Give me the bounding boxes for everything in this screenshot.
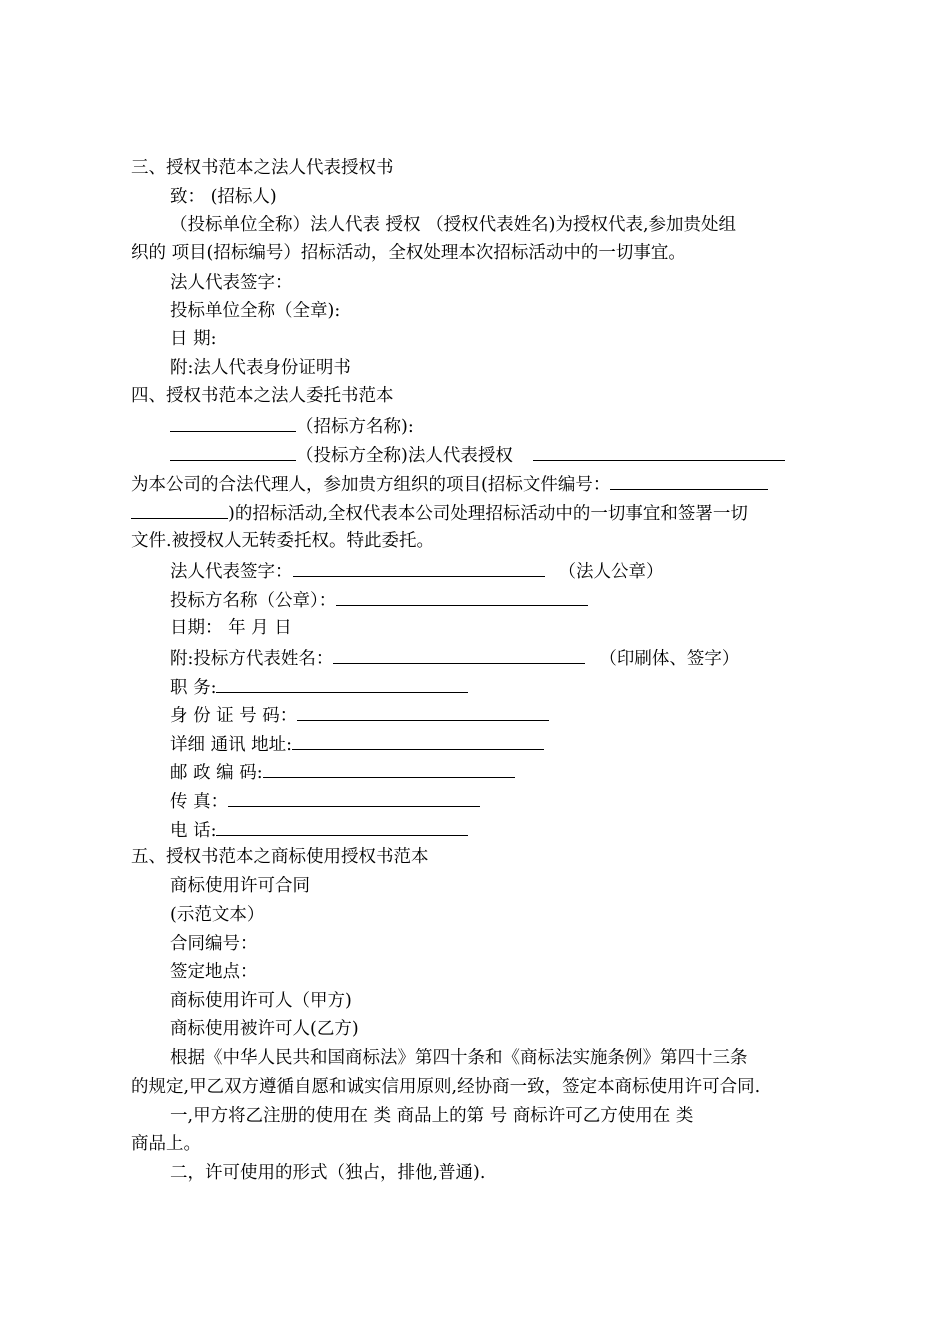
section4-sign-suffix: （法人公章） — [558, 562, 664, 582]
section5-heading: 五、授权书范本之商标使用授权书范本 — [131, 847, 429, 867]
section4-line2-mid: （投标方全称)法人代表授权 — [296, 446, 513, 466]
section4-title-line — [170, 675, 468, 699]
section4-sign-line — [170, 559, 664, 583]
section4-rep-suffix: （印刷体、签字） — [599, 649, 740, 669]
section4-title-label: 职 务: — [170, 678, 217, 698]
section3-heading: 三、授权书范本之法人代表授权书 — [131, 158, 394, 178]
section4-addr-label: 详细 通讯 地址: — [170, 735, 293, 755]
blank-underline — [216, 675, 468, 693]
section5-para2-line2: 商品上。 — [131, 1134, 201, 1154]
section4-id-label: 身 份 证 号 码： — [170, 706, 298, 726]
section3-date: 日 期: — [170, 329, 217, 349]
blank-underline — [263, 760, 515, 778]
section4-bidder-line — [170, 588, 588, 612]
blank-underline — [333, 646, 585, 664]
section3-para-line2: 织的 项目(招标编号）招标活动，全权处理本次招标活动中的一切事宜。 — [131, 243, 686, 263]
section3-attach: 附:法人代表身份证明书 — [170, 358, 351, 378]
section4-tel-line — [170, 818, 468, 842]
section5-contract-title: 商标使用许可合同 — [170, 876, 310, 896]
section4-zip-label: 邮 政 编 码: — [170, 763, 263, 783]
section5-licensor: 商标使用许可人（甲方) — [170, 991, 352, 1011]
section4-bidder-label: 投标方名称（公章）： — [170, 591, 337, 611]
blank-underline — [170, 443, 296, 461]
section4-line4 — [131, 501, 748, 525]
section5-place: 签定地点： — [170, 962, 258, 982]
section4-line2 — [170, 443, 785, 467]
blank-underline — [228, 789, 480, 807]
section5-para3: 二，许可使用的形式（独占，排他,普通). — [170, 1163, 486, 1183]
section5-sample: (示范文本） — [170, 905, 265, 925]
blank-underline — [297, 703, 549, 721]
blank-underline — [131, 501, 228, 519]
section4-rep-line — [170, 646, 739, 670]
section5-para1-line2: 的规定,甲乙双方遵循自愿和诚实信用原则,经协商一致，签定本商标使用许可合同. — [131, 1077, 761, 1097]
section5-para1-line1: 根据《中华人民共和国商标法》第四十条和《商标法实施条例》第四十三条 — [170, 1048, 748, 1068]
section4-tel-label: 电 话: — [170, 821, 217, 841]
section5-para2-line1: 一,甲方将乙注册的使用在 类 商品上的第 号 商标许可乙方使用在 类 — [170, 1106, 694, 1126]
section4-line4-text: )的招标活动,全权代表本公司处理招标活动中的一切事宜和签署一切 — [228, 504, 748, 524]
section4-to-line — [170, 414, 414, 438]
blank-underline — [336, 588, 588, 606]
blank-underline — [292, 732, 544, 750]
section4-fax-line — [170, 789, 480, 813]
blank-underline — [170, 414, 296, 432]
section3-to: 致： (招标人) — [170, 187, 277, 207]
blank-underline — [293, 559, 545, 577]
section3-sign: 法人代表签字： — [170, 273, 293, 293]
section4-date: 日期： 年 月 日 — [170, 618, 292, 638]
section4-fax-label: 传 真： — [170, 792, 229, 812]
section4-line3 — [131, 472, 768, 496]
section5-licensee: 商标使用被许可人(乙方) — [170, 1019, 359, 1039]
section4-heading: 四、授权书范本之法人委托书范本 — [131, 386, 394, 406]
section5-contract-no: 合同编号： — [170, 934, 258, 954]
section4-addr-line — [170, 732, 544, 756]
blank-underline — [610, 472, 768, 490]
section4-line3-text: 为本公司的合法代理人，参加贵方组织的项目(招标文件编号： — [131, 475, 611, 495]
section4-to-suffix: （招标方名称): — [296, 417, 414, 437]
section3-para-line1: （投标单位全称）法人代表 授权 （授权代表姓名)为授权代表,参加贵处组 — [170, 215, 737, 235]
section4-zip-line — [170, 760, 515, 784]
blank-underline — [533, 443, 785, 461]
section4-line5: 文件.被授权人无转委托权。特此委托。 — [131, 531, 435, 551]
section3-company: 投标单位全称（全章): — [170, 301, 341, 321]
section4-id-line — [170, 703, 549, 727]
section4-rep-label: 附:投标方代表姓名： — [170, 649, 334, 669]
blank-underline — [216, 818, 468, 836]
section4-sign-label: 法人代表签字： — [170, 562, 293, 582]
